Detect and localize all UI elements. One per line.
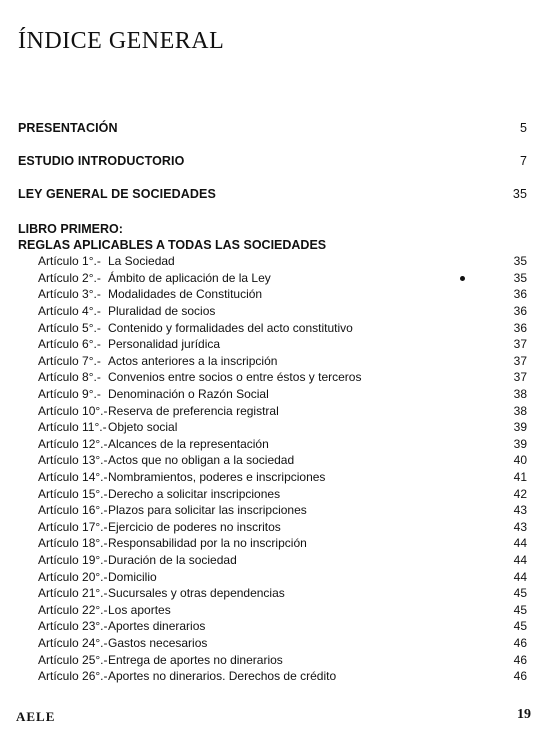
article-page: 43 (513, 503, 527, 518)
article-title: La Sociedad (108, 254, 175, 269)
article-number: Artículo 18°.- (38, 536, 108, 551)
article-number: Artículo 17°.- (38, 519, 108, 534)
article-number: Artículo 1°.- (38, 254, 101, 269)
article-row (38, 369, 527, 386)
article-row (38, 618, 527, 635)
article-title: Domicilio (108, 569, 157, 584)
article-page: 43 (513, 519, 527, 534)
article-title: Actos que no obligan a la sociedad (108, 453, 295, 468)
article-row (38, 436, 527, 453)
article-title: Entrega de aportes no dinerarios (108, 652, 283, 667)
article-page: 39 (513, 420, 527, 435)
article-row (38, 270, 527, 287)
article-page: 40 (513, 453, 527, 468)
article-page: 36 (513, 320, 527, 335)
section-estudio (18, 154, 527, 168)
article-number: Artículo 24°.- (38, 635, 108, 650)
libro-heading (18, 221, 326, 253)
article-number: Artículo 13°.- (38, 453, 108, 468)
article-row (38, 452, 527, 469)
article-page: 45 (513, 602, 527, 617)
article-title: Responsabilidad por la no inscripción (108, 536, 307, 551)
article-number: Artículo 3°.- (38, 287, 101, 302)
article-number: Artículo 20°.- (38, 569, 108, 584)
article-page: 46 (513, 669, 527, 684)
article-title: Los aportes (108, 602, 171, 617)
section-page: 35 (512, 187, 527, 201)
article-row (38, 419, 527, 436)
page-title: ÍNDICE GENERAL (18, 28, 225, 54)
article-page: 37 (513, 353, 527, 368)
publisher-name: AELE (16, 709, 56, 724)
article-title: Personalidad jurídica (108, 337, 221, 352)
article-title: Plazos para solicitar las inscripciones (108, 503, 307, 518)
article-title: Pluralidad de socios (108, 304, 216, 319)
article-number: Artículo 5°.- (38, 320, 101, 335)
article-title: Convenios entre socios o entre éstos y terceros (108, 370, 362, 385)
article-number: Artículo 12°.- (38, 436, 108, 451)
article-page: 39 (513, 436, 527, 451)
article-title: Contenido y formalidades del acto constitutivo (108, 320, 353, 335)
article-number: Artículo 19°.- (38, 552, 108, 567)
section-ley (18, 187, 527, 201)
article-title: Duración de la sociedad (108, 552, 237, 567)
article-row (38, 253, 527, 270)
article-number: Artículo 16°.- (38, 503, 108, 518)
article-title: Gastos necesarios (108, 635, 208, 650)
article-row (38, 502, 527, 519)
section-page: 5 (519, 121, 527, 135)
article-number: Artículo 8°.- (38, 370, 101, 385)
article-page: 44 (513, 569, 527, 584)
article-number: Artículo 21°.- (38, 586, 108, 601)
article-row (38, 485, 527, 502)
article-row (38, 668, 527, 685)
article-title: Nombramientos, poderes e inscripciones (108, 470, 326, 485)
section-page: 7 (519, 154, 527, 168)
article-title: Modalidades de Constitución (108, 287, 263, 302)
stray-dot (460, 276, 465, 281)
article-page: 36 (513, 287, 527, 302)
article-row (38, 353, 527, 370)
article-row (38, 402, 527, 419)
article-number: Artículo 7°.- (38, 353, 101, 368)
article-title: Alcances de la representación (108, 436, 269, 451)
article-row (38, 635, 527, 652)
article-number: Artículo 22°.- (38, 602, 108, 617)
article-number: Artículo 6°.- (38, 337, 101, 352)
article-row (38, 286, 527, 303)
article-title: Actos anteriores a la inscripción (108, 353, 278, 368)
article-number: Artículo 26°.- (38, 669, 108, 684)
article-row (38, 519, 527, 536)
article-page: 45 (513, 586, 527, 601)
article-number: Artículo 10°.- (38, 403, 108, 418)
article-page: 44 (513, 536, 527, 551)
article-page: 41 (513, 470, 527, 485)
article-title: Reserva de preferencia registral (108, 403, 279, 418)
page-number: 19 (517, 707, 531, 722)
article-page: 37 (513, 370, 527, 385)
article-row (38, 535, 527, 552)
section-label: PRESENTACIÓN (18, 121, 118, 135)
article-row (38, 651, 527, 668)
article-title: Objeto social (108, 420, 178, 435)
article-title: Sucursales y otras dependencias (108, 586, 285, 601)
article-page: 46 (513, 652, 527, 667)
article-title: Ámbito de aplicación de la Ley (108, 270, 271, 285)
libro-line-2: REGLAS APLICABLES A TODAS LAS SOCIEDADES (18, 238, 327, 252)
article-number: Artículo 25°.- (38, 652, 108, 667)
article-title: Aportes dinerarios (108, 619, 206, 634)
article-row (38, 601, 527, 618)
article-number: Artículo 14°.- (38, 470, 108, 485)
article-number: Artículo 4°.- (38, 304, 101, 319)
article-page: 45 (513, 619, 527, 634)
article-row (38, 469, 527, 486)
article-page: 38 (513, 387, 527, 402)
article-row (38, 585, 527, 602)
article-title: Derecho a solicitar inscripciones (108, 486, 281, 501)
article-number: Artículo 2°.- (38, 270, 101, 285)
article-row (38, 336, 527, 353)
article-row (38, 568, 527, 585)
article-list (38, 253, 527, 684)
article-row (38, 552, 527, 569)
article-title: Aportes no dinerarios. Derechos de crédito (108, 669, 337, 684)
article-row (38, 319, 527, 336)
article-row (38, 386, 527, 403)
article-title: Denominación o Razón Social (108, 387, 269, 402)
article-page: 42 (513, 486, 527, 501)
article-title: Ejercicio de poderes no inscritos (108, 519, 281, 534)
article-page: 44 (513, 552, 527, 567)
article-page: 36 (513, 304, 527, 319)
article-page: 38 (513, 403, 527, 418)
section-label: LEY GENERAL DE SOCIEDADES (18, 187, 216, 201)
article-number: Artículo 23°.- (38, 619, 108, 634)
section-presentacion (18, 121, 527, 135)
section-label: ESTUDIO INTRODUCTORIO (18, 154, 185, 168)
article-number: Artículo 15°.- (38, 486, 108, 501)
article-number: Artículo 11°.- (38, 420, 107, 435)
article-page: 35 (513, 254, 527, 269)
article-page: 46 (513, 635, 527, 650)
article-page: 35 (513, 270, 527, 285)
article-row (38, 303, 527, 320)
libro-line-1: LIBRO PRIMERO: (18, 222, 123, 236)
article-number: Artículo 9°.- (38, 387, 101, 402)
article-page: 37 (513, 337, 527, 352)
